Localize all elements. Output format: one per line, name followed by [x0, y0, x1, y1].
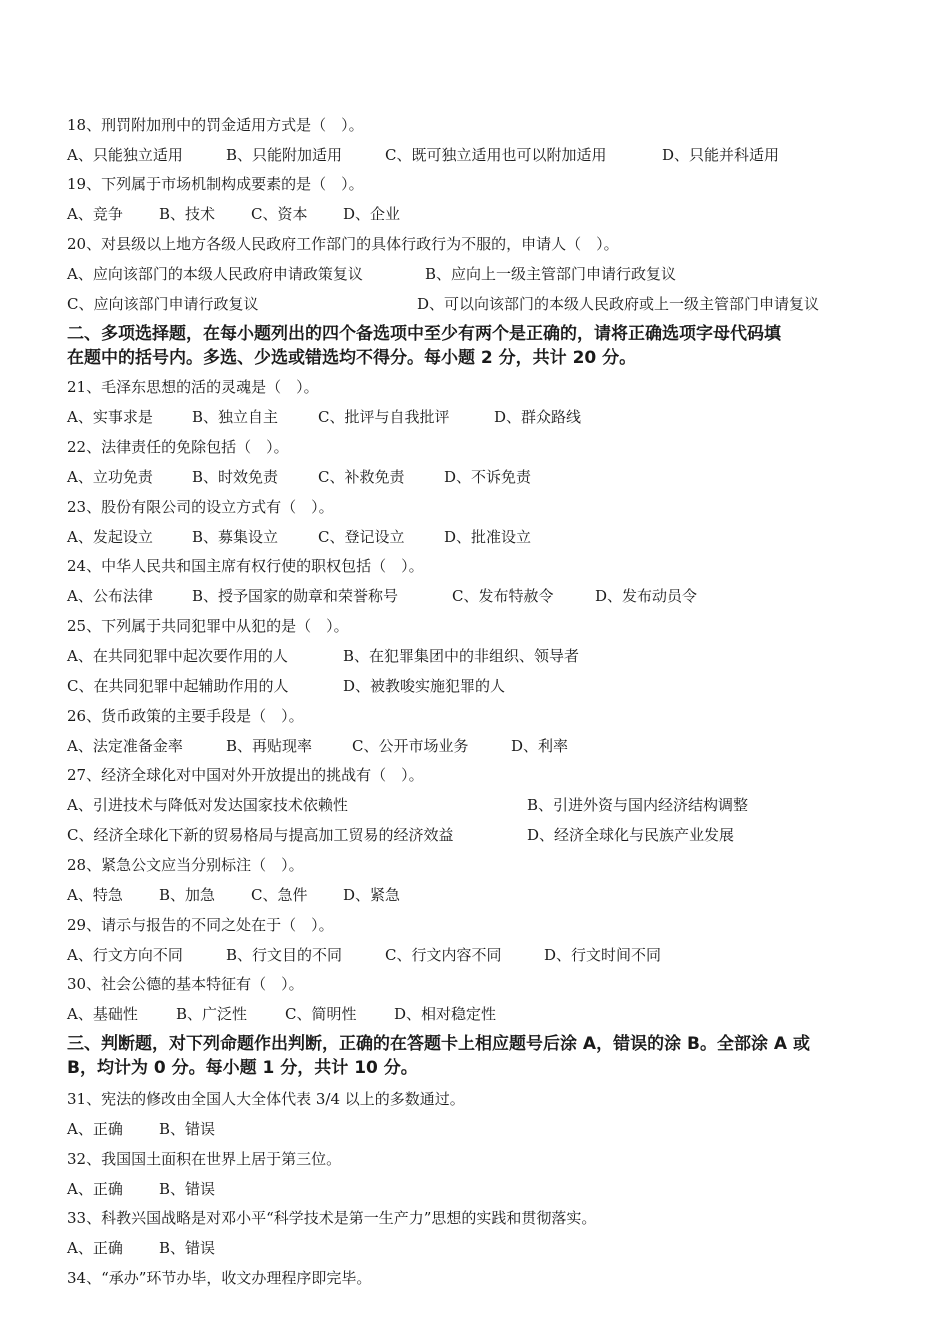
question-19-options: [67, 204, 400, 224]
q19-option-c: C、资本: [251, 205, 308, 223]
q32-option-b: B、错误: [159, 1180, 216, 1198]
q29-option-c: C、行文内容不同: [385, 946, 502, 964]
q22-option-c: C、补救免责: [318, 468, 405, 486]
q20-option-a: A、应向该部门的本级人民政府申请政策复议: [67, 265, 363, 283]
question-25-options-row2: [67, 676, 505, 696]
q18-option-a: A、只能独立适用: [67, 146, 183, 164]
question-31-stem: 31、宪法的修改由全国人大全体代表 3/4 以上的多数通过。: [67, 1090, 465, 1108]
q27-option-b: B、引进外资与国内经济结构调整: [527, 796, 749, 814]
question-28-stem: 28、紧急公文应当分别标注（ ）。: [67, 856, 304, 874]
q25-option-b: B、在犯罪集团中的非组织、领导者: [343, 647, 580, 665]
q29-option-a: A、行文方向不同: [67, 946, 183, 964]
question-29-options: [67, 945, 661, 965]
q22-option-d: D、不诉免责: [444, 468, 532, 486]
question-26-stem: 26、货币政策的主要手段是（ ）。: [67, 707, 304, 725]
question-30-options: [67, 1004, 496, 1024]
q25-option-a: A、在共同犯罪中起次要作用的人: [67, 647, 288, 665]
q21-option-a: A、实事求是: [67, 408, 153, 426]
q24-option-c: C、发布特赦令: [452, 587, 554, 605]
q24-option-b: B、授予国家的勋章和荣誉称号: [192, 587, 399, 605]
q26-option-c: C、公开市场业务: [352, 737, 469, 755]
question-31-options: [67, 1119, 215, 1139]
section-2-heading-line1: 二、多项选择题，在每小题列出的四个备选项中至少有两个是正确的，请将正确选项字母代码填: [67, 324, 781, 344]
q19-option-d: D、企业: [343, 205, 401, 223]
question-27-stem: 27、经济全球化对中国对外开放提出的挑战有（ ）。: [67, 766, 424, 784]
q23-option-b: B、募集设立: [192, 528, 279, 546]
q20-option-b: B、应向上一级主管部门申请行政复议: [425, 265, 677, 283]
question-20-stem: 20、对县级以上地方各级人民政府工作部门的具体行政行为不服的，申请人（ ）。: [67, 235, 619, 253]
question-20-options-row1: [67, 264, 676, 284]
q22-option-a: A、立功免责: [67, 468, 153, 486]
question-20-options-row2: [67, 294, 819, 314]
question-29-stem: 29、请示与报告的不同之处在于（ ）。: [67, 916, 334, 934]
section-2-heading: [67, 322, 887, 370]
section-3-heading-line2: B，均计为 0 分。每小题 1 分，共计 10 分。: [67, 1058, 418, 1078]
question-25-options-row1: [67, 646, 579, 666]
q25-option-c: C、在共同犯罪中起辅助作用的人: [67, 677, 289, 695]
q30-option-c: C、简明性: [285, 1005, 357, 1023]
question-32-options: [67, 1179, 215, 1199]
q30-option-d: D、相对稳定性: [394, 1005, 497, 1023]
question-26-options: [67, 736, 568, 756]
q18-option-d: D、只能并科适用: [662, 146, 780, 164]
question-28-options: [67, 885, 400, 905]
q28-option-a: A、特急: [67, 886, 123, 904]
q33-option-b: B、错误: [159, 1239, 216, 1257]
q25-option-d: D、被教唆实施犯罪的人: [343, 677, 506, 695]
q19-option-b: B、技术: [159, 205, 216, 223]
question-22-options: [67, 467, 531, 487]
q18-option-c: C、既可独立适用也可以附加适用: [385, 146, 607, 164]
question-23-options: [67, 527, 531, 547]
q28-option-d: D、紧急: [343, 886, 401, 904]
q28-option-c: C、急件: [251, 886, 308, 904]
question-33-stem: 33、科教兴国战略是对邓小平“科学技术是第一生产力”思想的实践和贯彻落实。: [67, 1209, 597, 1227]
q21-option-c: C、批评与自我批评: [318, 408, 450, 426]
q31-option-b: B、错误: [159, 1120, 216, 1138]
question-22-stem: 22、法律责任的免除包括（ ）。: [67, 438, 289, 456]
q26-option-b: B、再贴现率: [226, 737, 313, 755]
question-24-options: [67, 586, 697, 606]
q32-option-a: A、正确: [67, 1180, 123, 1198]
question-33-options: [67, 1238, 215, 1258]
q24-option-a: A、公布法律: [67, 587, 153, 605]
q23-option-c: C、登记设立: [318, 528, 405, 546]
q22-option-b: B、时效免责: [192, 468, 279, 486]
q27-option-d: D、经济全球化与民族产业发展: [527, 826, 735, 844]
question-27-options-row1: [67, 795, 748, 815]
question-21-stem: 21、毛泽东思想的活的灵魂是（ ）。: [67, 378, 319, 396]
question-24-stem: 24、中华人民共和国主席有权行使的职权包括（ ）。: [67, 557, 424, 575]
q21-option-b: B、独立自主: [192, 408, 279, 426]
question-18-options: [67, 145, 779, 165]
q26-option-d: D、利率: [511, 737, 569, 755]
section-3-heading-line1: 三、判断题，对下列命题作出判断，正确的在答题卡上相应题号后涂 A，错误的涂 B。全部涂 A 或: [67, 1034, 810, 1054]
section-3-heading: [67, 1032, 887, 1080]
question-19-stem: 19、下列属于市场机制构成要素的是（ ）。: [67, 175, 364, 193]
section-2-heading-line2: 在题中的括号内。多选、少选或错选均不得分。每小题 2 分，共计 20 分。: [67, 348, 637, 368]
question-18-stem: 18、刑罚附加刑中的罚金适用方式是（ ）。: [67, 116, 364, 134]
question-23-stem: 23、股份有限公司的设立方式有（ ）。: [67, 498, 334, 516]
question-27-options-row2: [67, 825, 734, 845]
q26-option-a: A、法定准备金率: [67, 737, 183, 755]
q24-option-d: D、发布动员令: [595, 587, 698, 605]
q18-option-b: B、只能附加适用: [226, 146, 343, 164]
question-21-options: [67, 407, 581, 427]
q31-option-a: A、正确: [67, 1120, 123, 1138]
question-25-stem: 25、下列属于共同犯罪中从犯的是（ ）。: [67, 617, 349, 635]
q27-option-c: C、经济全球化下新的贸易格局与提高加工贸易的经济效益: [67, 826, 454, 844]
q30-option-a: A、基础性: [67, 1005, 138, 1023]
question-30-stem: 30、社会公德的基本特征有（ ）。: [67, 975, 304, 993]
q19-option-a: A、竞争: [67, 205, 123, 223]
question-34-stem: 34、“承办”环节办毕，收文办理程序即完毕。: [67, 1269, 372, 1287]
q28-option-b: B、加急: [159, 886, 216, 904]
question-32-stem: 32、我国国土面积在世界上居于第三位。: [67, 1150, 342, 1168]
q27-option-a: A、引进技术与降低对发达国家技术依赖性: [67, 796, 348, 814]
q20-option-d: D、可以向该部门的本级人民政府或上一级主管部门申请复议: [417, 295, 820, 313]
q30-option-b: B、广泛性: [176, 1005, 248, 1023]
q29-option-b: B、行文目的不同: [226, 946, 343, 964]
q23-option-d: D、批准设立: [444, 528, 532, 546]
q21-option-d: D、群众路线: [494, 408, 582, 426]
q20-option-c: C、应向该部门申请行政复议: [67, 295, 259, 313]
q23-option-a: A、发起设立: [67, 528, 153, 546]
q29-option-d: D、行文时间不同: [544, 946, 662, 964]
q33-option-a: A、正确: [67, 1239, 123, 1257]
